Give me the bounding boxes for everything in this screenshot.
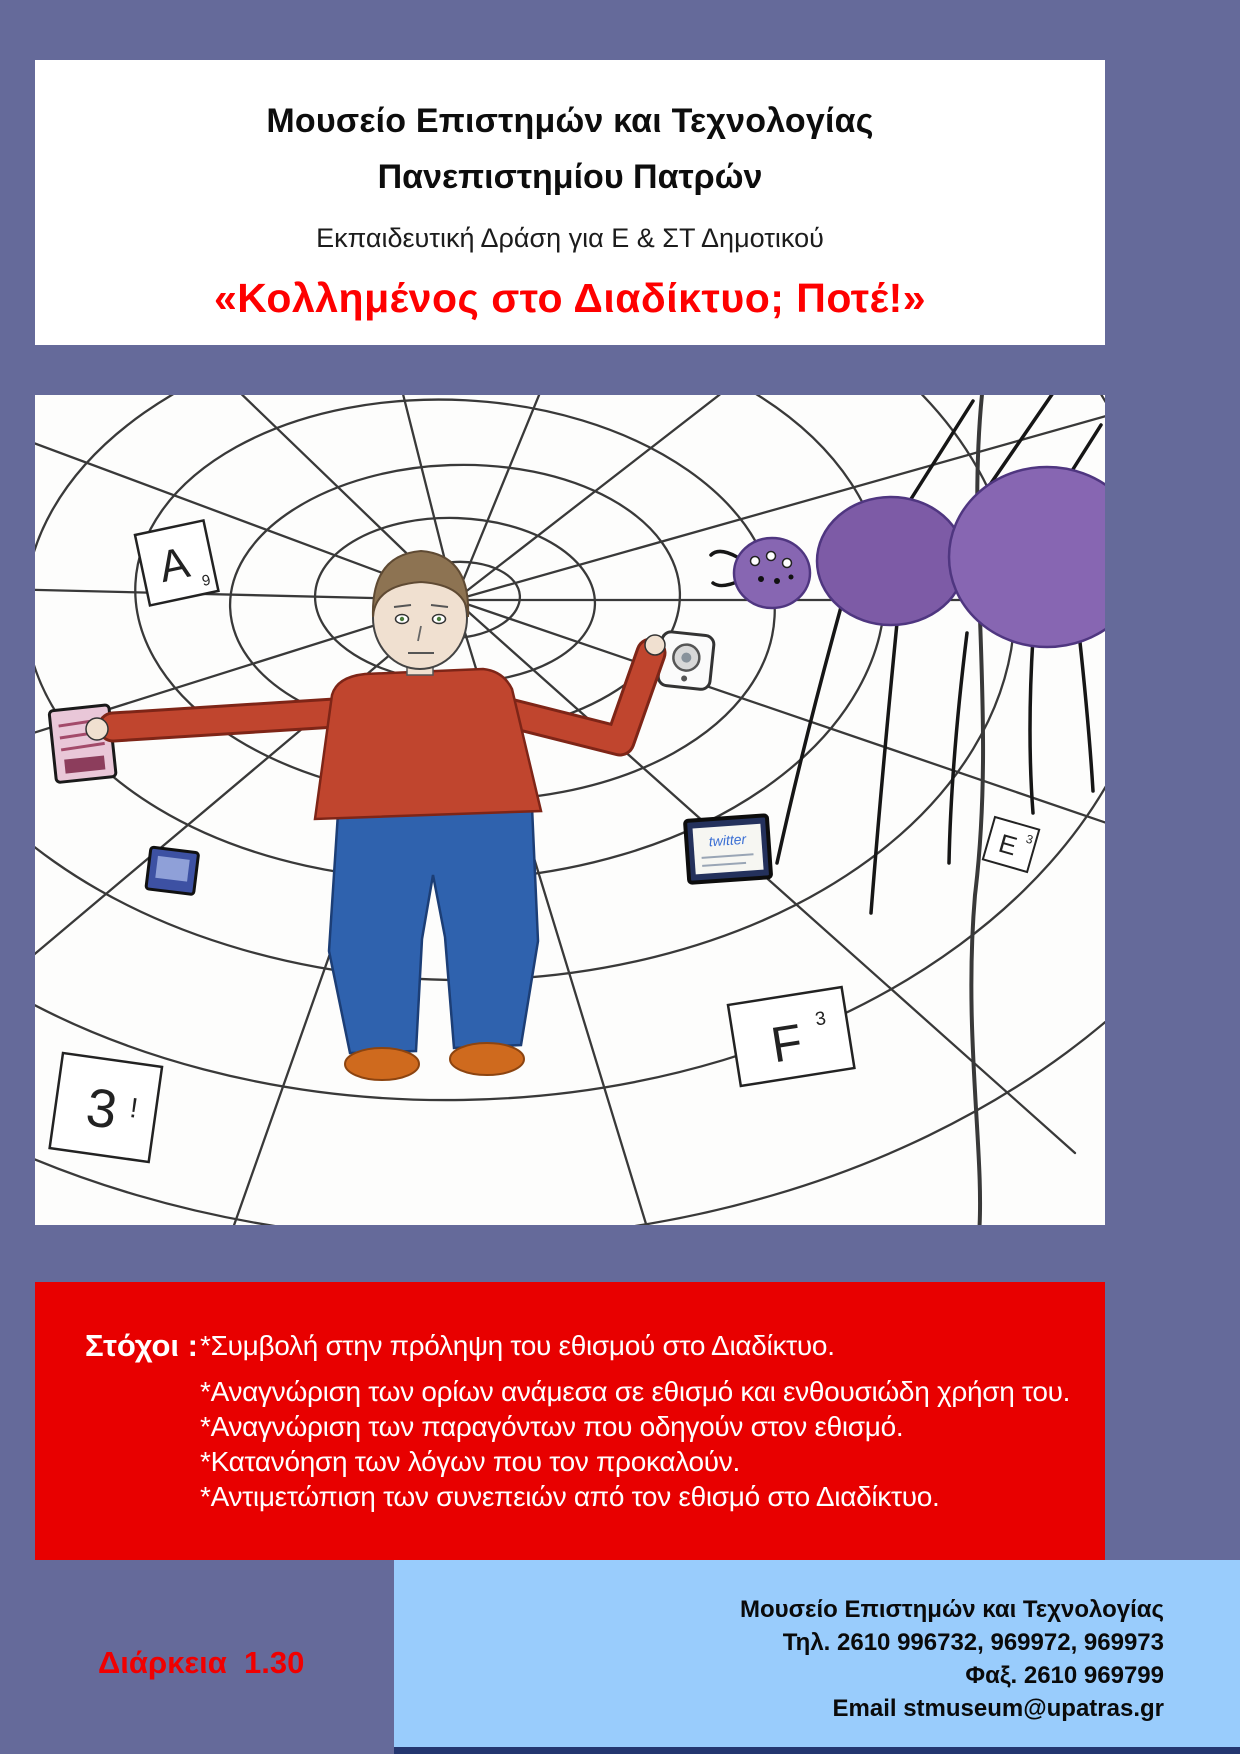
contact-phone: Τηλ. 2610 996732, 969972, 969973	[782, 1629, 1164, 1656]
spider-thorax	[817, 497, 965, 625]
card-letter-a: A	[154, 538, 194, 593]
bottom-navy-strip	[394, 1747, 1240, 1754]
objective-item: *Αντιμετώπιση των συνεπειών από τον εθισμό στο Διαδίκτυο.	[200, 1481, 940, 1512]
handheld-device-doodle	[146, 847, 199, 895]
person-shoe-right	[450, 1043, 524, 1075]
contact-box	[394, 1560, 1240, 1754]
letter-card-f	[728, 987, 854, 1086]
program-slogan: «Κολλημένος στο Διαδίκτυο; Ποτέ!»	[213, 275, 927, 321]
contact-fax: Φαξ. 2610 969799	[965, 1662, 1164, 1689]
person-shoe-left	[345, 1048, 419, 1080]
card-sub-f: 3	[813, 1007, 828, 1031]
card-sub-a: 9	[200, 571, 213, 590]
person-sweater	[315, 669, 541, 819]
program-subtitle: Εκπαιδευτική Δράση για Ε & ΣΤ Δημοτικού	[316, 223, 824, 253]
objective-item: *Συμβολή στην πρόληψη του εθισμού στο Διαδίκτυο.	[200, 1330, 835, 1361]
objectives-box	[35, 1282, 1105, 1560]
objectives-list	[200, 1328, 1095, 1514]
person-jeans	[329, 807, 538, 1053]
letter-card-e	[983, 817, 1039, 872]
spider-abdomen	[949, 467, 1105, 647]
card-letter-f: F	[767, 1013, 807, 1074]
card-sub-e: 3	[1024, 831, 1035, 848]
letter-card-3	[50, 1053, 162, 1162]
letter-card-a	[135, 520, 218, 605]
objectives-label: Στόχοι :	[85, 1328, 198, 1363]
card-letter-3: 3	[82, 1077, 121, 1141]
header-box	[35, 60, 1105, 345]
spider-head	[734, 538, 810, 608]
webcam-doodle	[657, 631, 714, 690]
museum-title-line2: Πανεπιστημίου Πατρών	[377, 158, 763, 196]
objective-item: *Αναγνώριση των παραγόντων που οδηγούν στον εθισμό.	[200, 1411, 904, 1442]
museum-title-line1: Μουσείο Επιστημών και Τεχνολογίας	[266, 102, 874, 140]
card-letter-e: E	[995, 827, 1021, 862]
objective-item: *Κατανόηση των λόγων που τον προκαλούν.	[200, 1446, 740, 1477]
tablet-label: twitter	[708, 830, 747, 850]
contact-email: Email stmuseum@upatras.gr	[832, 1695, 1164, 1722]
illustration-box	[35, 395, 1105, 1225]
contact-museum-name: Μουσείο Επιστημών και Τεχνολογίας	[740, 1596, 1164, 1623]
tablet-doodle	[685, 815, 771, 883]
person-hand-left	[86, 718, 108, 740]
spider-web-drawing	[35, 395, 1105, 1225]
duration-text: Διάρκεια 1.30	[98, 1645, 305, 1680]
objective-item: *Αναγνώριση των ορίων ανάμεσα σε εθισμό και ενθουσιώδη χρήση του.	[200, 1376, 1071, 1407]
card-sub-3: !	[127, 1092, 140, 1124]
person-hand-right	[645, 635, 665, 655]
